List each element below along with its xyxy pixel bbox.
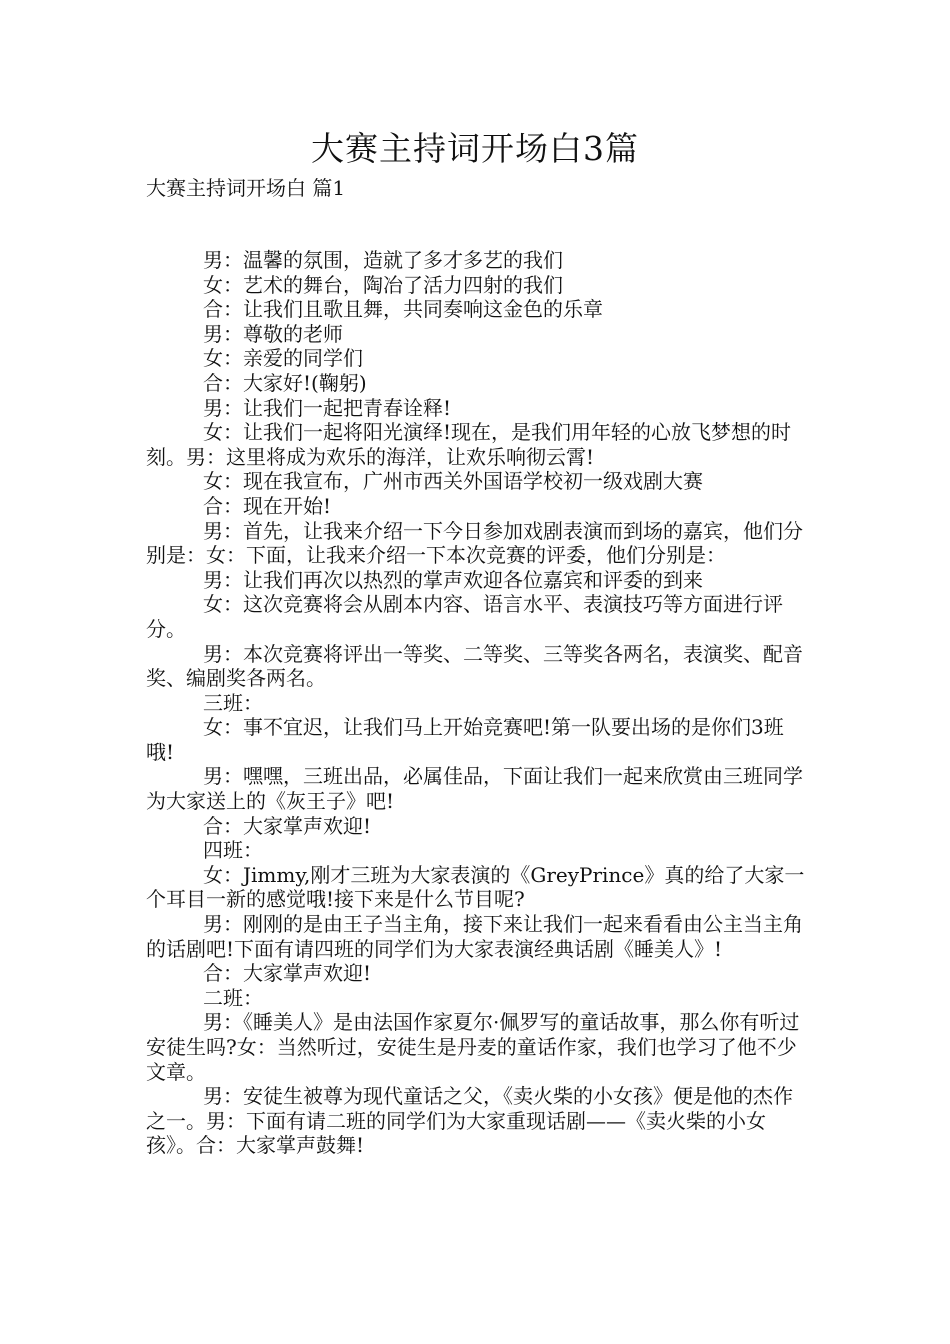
section-subtitle: 大赛主持词开场白 篇1	[146, 176, 346, 200]
script-line: 合：让我们且歌且舞，共同奏响这金色的乐章	[203, 297, 603, 322]
script-line: 女：现在我宣布，广州市西关外国语学校初一级戏剧大赛	[203, 469, 703, 494]
script-line: 男：安徒生被尊为现代童话之父，《卖火柴的小女孩》便是他的杰作之一。男：下面有请二班的同学们为大家重现话剧——《卖火柴的小女孩》。合：大家掌声鼓舞!	[146, 1084, 793, 1158]
script-line: 男：首先，让我来介绍一下今日参加戏剧表演而到场的嘉宾，他们分别是：女：下面，让我来介绍一下本次竞赛的评委，他们分别是：	[146, 518, 803, 568]
script-line: 合：大家掌声欢迎!	[203, 813, 372, 838]
script-line: 男：嘿嘿，三班出品，必属佳品，下面让我们一起来欣赏由三班同学为大家送上的《灰王子》吧!	[146, 764, 803, 814]
document-title: 大赛主持词开场白3篇	[311, 129, 639, 168]
script-line: 男：本次竞赛将评出一等奖、二等奖、三等奖各两名，表演奖、配音奖、编剧奖各两名。	[146, 641, 803, 691]
script-line: 合：大家掌声欢迎!	[203, 961, 372, 986]
script-line: 女：事不宜迟，让我们马上开始竞赛吧!第一队要出场的是你们3班哦!	[146, 715, 784, 764]
script-line: 女：亲爱的同学们	[203, 346, 363, 371]
document-body	[146, 248, 810, 1158]
script-line: 男：《睡美人》是由法国作家夏尔·佩罗写的童话故事，那么你有听过安徒生吗?女：当然听过，安徒生是丹麦的童话作家，我们也学习了他不少文章。	[146, 1010, 800, 1084]
script-line: 男：温馨的氛围，造就了多才多艺的我们	[203, 248, 563, 272]
script-line: 合：现在开始!	[203, 493, 332, 518]
script-line: 女：Jimmy,刚才三班为大家表演的《GreyPrince》真的给了大家一个耳目一新的感觉哦!接下来是什么节目呢?	[146, 862, 805, 912]
script-line: 男：尊敬的老师	[203, 321, 343, 346]
script-line: 四班：	[203, 838, 263, 863]
script-line: 二班：	[203, 985, 263, 1010]
script-line: 女：这次竞赛将会从剧本内容、语言水平、表演技巧等方面进行评分。	[146, 592, 783, 641]
script-line: 三班：	[203, 690, 263, 715]
script-line: 男：刚刚的是由王子当主角，接下来让我们一起来看看由公主当主角的话剧吧!下面有请四班的同学们为大家表演经典话剧《睡美人》!	[146, 912, 803, 961]
script-line: 女：艺术的舞台，陶冶了活力四射的我们	[203, 272, 563, 297]
script-line: 女：让我们一起将阳光演绎!现在，是我们用年轻的心放飞梦想的时刻。男：这里将成为欢乐的海洋，让欢乐响彻云霄!	[146, 420, 792, 469]
script-line: 男：让我们再次以热烈的掌声欢迎各位嘉宾和评委的到来	[203, 567, 703, 592]
script-line: 合：大家好!(鞠躬)	[203, 370, 367, 395]
script-line: 男：让我们一起把青春诠释!	[203, 395, 452, 420]
